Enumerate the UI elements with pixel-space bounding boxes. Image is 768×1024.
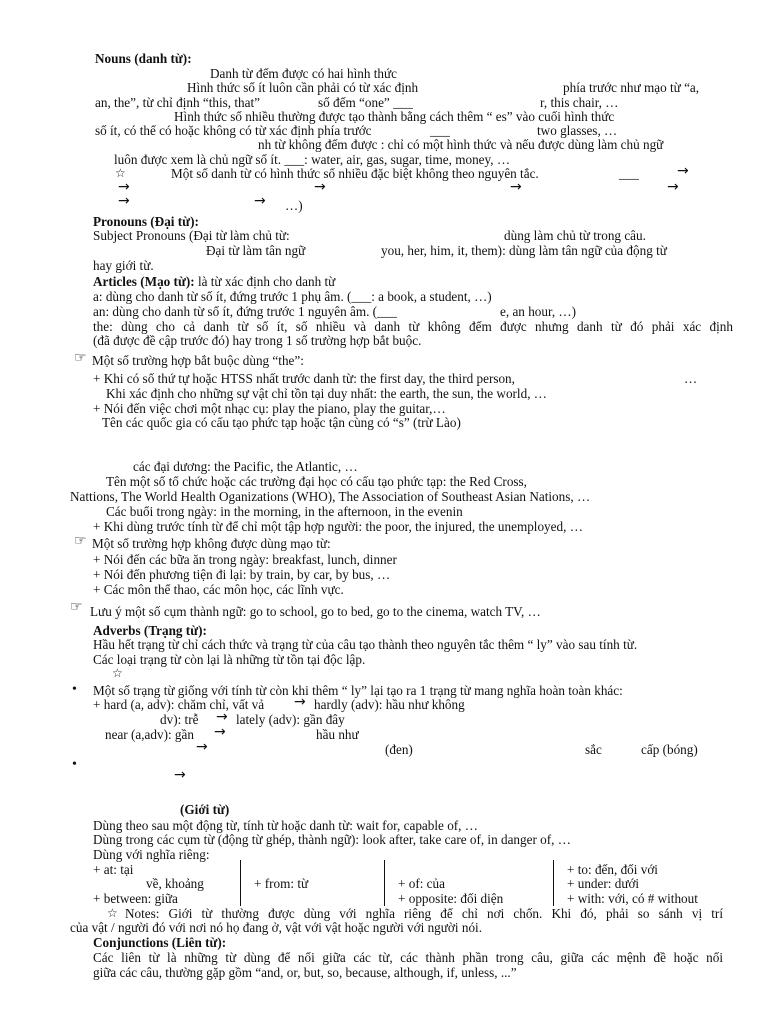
- adverbs-line: + hard (a, adv): chăm chỉ, vất vả: [93, 697, 265, 712]
- no-article-heading: Một số trường hợp không được dùng mạo từ:: [92, 536, 331, 551]
- the-case: các đại dương: the Pacific, the Atlantic, …: [133, 459, 358, 474]
- the-case: Tên các quốc gia có cấu tạo phức tạp hoặc tận cùng có “s” (trừ Lào): [102, 415, 461, 430]
- arrow-icon: →: [510, 179, 522, 195]
- arrow-icon: →: [214, 724, 226, 740]
- prepositions-note: của vật / người đó với nơi nó họ đang ở, vật với vật hoặc người với người nói.: [70, 920, 482, 935]
- prepositions-line: Dùng theo sau một động từ, tính từ hoặc danh từ: wait for, capable of, …: [93, 818, 478, 833]
- arrow-icon: →: [216, 709, 228, 725]
- pronouns-line: you, her, him, it, them): dùng làm tân ngữ của động từ: [381, 243, 667, 258]
- prep-table-cell: + between: giữa: [93, 891, 178, 906]
- prep-table-cell: + under: dưới: [567, 876, 640, 891]
- the-case: + Nói đến việc chơi một nhạc cụ: play the piano, play the guitar,…: [93, 401, 446, 416]
- adverbs-line: hardly (adv): hầu như không: [314, 697, 465, 712]
- nouns-line: số ít, có thể có hoặc không có từ xác định phía trước: [95, 123, 372, 138]
- prepositions-note: Notes: Giới từ thường được dùng với nghĩa riêng để chỉ nơi chốn. Khi đó, phải so sánh vị trí: [125, 906, 723, 921]
- conjunctions-line: Các liên từ là những từ dùng để nối giữa các từ, các thành phần trong câu, giữa các mệnh đề hoặc nối: [93, 950, 723, 965]
- pronouns-line: dùng làm chủ từ trong câu.: [504, 228, 646, 243]
- adverbs-line: hầu như: [316, 727, 359, 742]
- no-article-case: + Các môn thể thao, các môn học, các lĩnh vực.: [93, 582, 344, 597]
- nouns-line: …): [285, 198, 303, 213]
- table-divider: [384, 860, 385, 906]
- star-icon: ☆: [107, 906, 118, 920]
- nouns-line: Danh từ đếm được có hai hình thức: [210, 66, 397, 81]
- prep-table-cell: + of: của: [398, 876, 445, 891]
- the-case: + Khi có số thứ tự hoặc HTSS nhất trước danh từ: the first day, the third person,: [93, 371, 515, 386]
- hand-icon: ☞: [74, 533, 87, 549]
- adverbs-line: near (a,adv): gần: [105, 727, 194, 742]
- arrow-icon: →: [118, 179, 130, 195]
- pronouns-line: Đại từ làm tân ngữ: [206, 243, 306, 258]
- no-article-case: + Nói đến các bữa ăn trong ngày: breakfast, lunch, dinner: [93, 552, 397, 567]
- table-divider: [240, 860, 241, 906]
- the-case: Nattions, The World Health Oganizations (WHO), The Association of Southeast Asian Nations, …: [70, 489, 591, 504]
- articles-line: an: dùng cho danh từ số ít, đứng trước 1 nguyên âm. (___: [93, 304, 397, 319]
- nouns-line: nh từ không đếm được : chỉ có một hình thức và nếu được dùng làm chủ ngữ: [258, 137, 664, 152]
- prepositions-line: Dùng với nghĩa riêng:: [93, 847, 210, 862]
- the-case: Các buổi trong ngày: in the morning, in the afternoon, in the evenin: [106, 504, 463, 519]
- prep-table-cell: + with: với, có # without: [567, 891, 698, 906]
- prep-table-cell: + from: từ: [254, 876, 309, 891]
- idioms-line: Lưu ý một số cụm thành ngữ: go to school, go to bed, go to the cinema, watch TV, …: [90, 604, 541, 619]
- nouns-line: Hình thức số ít luôn cần phải có từ xác định: [187, 80, 419, 95]
- conjunctions-line: giữa các câu, thường gặp gồm “and, or, but, so, because, although, if, unless, ...”: [93, 965, 517, 980]
- adverbs-line: Một số trạng từ giống với tính từ còn khi thêm “ ly” lại tạo ra 1 trạng từ mang nghĩa hoàn toàn khác:: [93, 683, 623, 698]
- pronouns-heading: Pronouns (Đại từ):: [93, 214, 199, 229]
- articles-heading-line: [93, 274, 335, 289]
- prep-table-cell: về, khoảng: [146, 876, 204, 891]
- nouns-line: ___: [430, 123, 450, 138]
- pronouns-line: Subject Pronouns (Đại từ làm chủ từ:: [93, 228, 290, 243]
- arrow-icon: →: [118, 193, 130, 209]
- arrow-icon: →: [254, 193, 266, 209]
- adverbs-line: Hầu hết trạng từ chỉ cách thức và trạng từ của câu tạo thành theo nguyên tắc thêm “ ly” vào sau tính từ.: [93, 637, 638, 652]
- adverbs-line: cấp (bóng): [641, 742, 698, 757]
- adverbs-line: (đen): [385, 742, 413, 757]
- nouns-line: số đếm “one” ___: [318, 95, 413, 110]
- nouns-line: phía trước như mạo từ “a,: [563, 80, 700, 95]
- adverbs-line: lately (adv): gần đây: [236, 712, 345, 727]
- prepositions-heading: (Giới từ): [180, 802, 230, 817]
- the-case: Khi xác định cho những sự vật chỉ tồn tại duy nhất: the earth, the sun, the world, …: [106, 386, 547, 401]
- arrow-icon: →: [196, 739, 208, 755]
- bullet-icon: •: [72, 757, 77, 772]
- nouns-line: ___: [619, 166, 639, 181]
- arrow-icon: →: [314, 179, 326, 195]
- arrow-icon: →: [677, 163, 689, 179]
- articles-line: a: dùng cho danh từ số ít, đứng trước 1 phụ âm. (___: a book, a student, …): [93, 289, 492, 304]
- conjunctions-heading: Conjunctions (Liên từ):: [93, 935, 227, 950]
- star-icon: ☆: [115, 166, 126, 180]
- bullet-icon: •: [72, 682, 77, 697]
- arrow-icon: →: [174, 767, 186, 783]
- articles-line: e, an hour, …): [500, 304, 577, 319]
- prep-table-cell: + to: đến, đối với: [567, 862, 658, 877]
- the-cases-heading: Một số trường hợp bắt buộc dùng “the”:: [92, 353, 304, 368]
- nouns-line: Một số danh từ có hình thức số nhiều đặc biệt không theo nguyên tắc.: [171, 166, 539, 181]
- prep-table-cell: + at: tại: [93, 862, 134, 877]
- articles-line: (đã được đề cập trước đó) hay trong 1 số trường hợp bắt buộc.: [93, 333, 422, 348]
- articles-heading-rest: là từ xác định cho danh từ: [194, 274, 336, 289]
- nouns-line: r, this chair, …: [540, 95, 619, 110]
- nouns-line: luôn được xem là chủ ngữ số ít. ___: water, air, gas, sugar, time, money, …: [114, 152, 511, 167]
- articles-line: the: dùng cho cả danh từ số ít, số nhiều và danh từ không đếm được nhưng danh từ đó phải xác định: [93, 319, 733, 334]
- articles-heading: Articles (Mạo từ):: [93, 274, 195, 289]
- nouns-line: two glasses, …: [537, 123, 618, 138]
- prepositions-line: Dùng trong các cụm từ (động từ ghép, thành ngữ): look after, take care of, in danger of, …: [93, 832, 571, 847]
- star-icon: ☆: [112, 666, 123, 680]
- adverbs-line: sắc: [585, 742, 602, 757]
- the-case: + Khi dùng trước tính từ để chỉ một tập hợp người: the poor, the injured, the unemployed, …: [93, 519, 583, 534]
- nouns-line: Hình thức số nhiều thường được tạo thành bằng cách thêm “ es” vào cuối hình thức: [174, 109, 615, 124]
- adverbs-line: Các loại trạng từ còn lại là những từ tồn tại độc lập.: [93, 652, 366, 667]
- hand-icon: ☞: [70, 599, 83, 615]
- hand-icon: ☞: [74, 350, 87, 366]
- prep-table-cell: + opposite: đối diện: [398, 891, 504, 906]
- adverbs-line: dv): trễ: [160, 712, 199, 727]
- arrow-icon: →: [294, 694, 306, 710]
- arrow-icon: →: [667, 179, 679, 195]
- pronouns-line: hay giới từ.: [93, 258, 154, 273]
- adverbs-heading: Adverbs (Trạng từ):: [93, 623, 207, 638]
- nouns-line: an, the”, từ chỉ định “this, that”: [95, 95, 260, 110]
- no-article-case: + Nói đến phương tiện đi lại: by train, by car, by bus, …: [93, 567, 391, 582]
- the-case: …: [684, 371, 698, 386]
- nouns-heading: Nouns (danh từ):: [95, 51, 192, 66]
- the-case: Tên một số tổ chức hoặc các trường đại học có cấu tạo phức tạp: the Red Cross,: [106, 474, 527, 489]
- table-divider: [553, 860, 554, 906]
